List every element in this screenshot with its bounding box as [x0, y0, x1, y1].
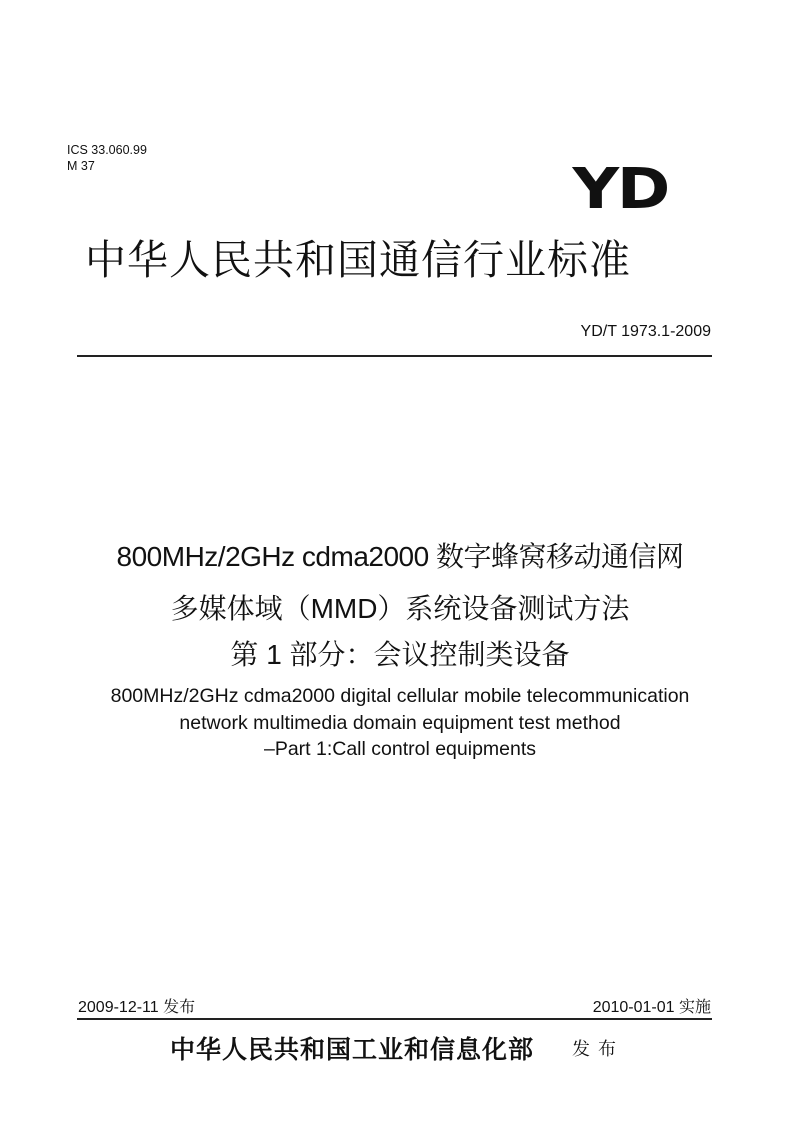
en-title-line-1: 800MHz/2GHz cdma2000 digital cellular mobile telecommunication [110, 685, 690, 707]
yd-logo: YD [572, 157, 668, 222]
classification-codes [67, 142, 147, 174]
issue-date: 2009-12-11 发布 [78, 999, 196, 1016]
en-title-line-2: network multimedia domain equipment test method [179, 712, 621, 734]
bottom-divider [77, 1018, 712, 1020]
org-standard-title: 中华人民共和国通信行业标准 [85, 236, 631, 284]
ics-code: ICS 33.060.99 [67, 143, 147, 157]
standard-number: YD/T 1973.1-2009 [580, 323, 711, 340]
ccs-code: M 37 [67, 159, 95, 173]
cn-title-line-2: 多媒体域（MMD）系统设备测试方法 [170, 593, 630, 624]
implementation-date: 2010-01-01 实施 [592, 999, 711, 1016]
issuer-label: 发布 [572, 1039, 624, 1059]
en-title-line-3: –Part 1:Call control equipments [263, 738, 537, 760]
cn-title-line-3: 第 1 部分：会议控制类设备 [230, 639, 570, 670]
issuing-authority: 中华人民共和国工业和信息化部 [170, 1035, 535, 1064]
cn-title-line-1: 800MHz/2GHz cdma2000 数字蜂窝移动通信网 [116, 541, 684, 572]
top-divider [77, 355, 712, 357]
